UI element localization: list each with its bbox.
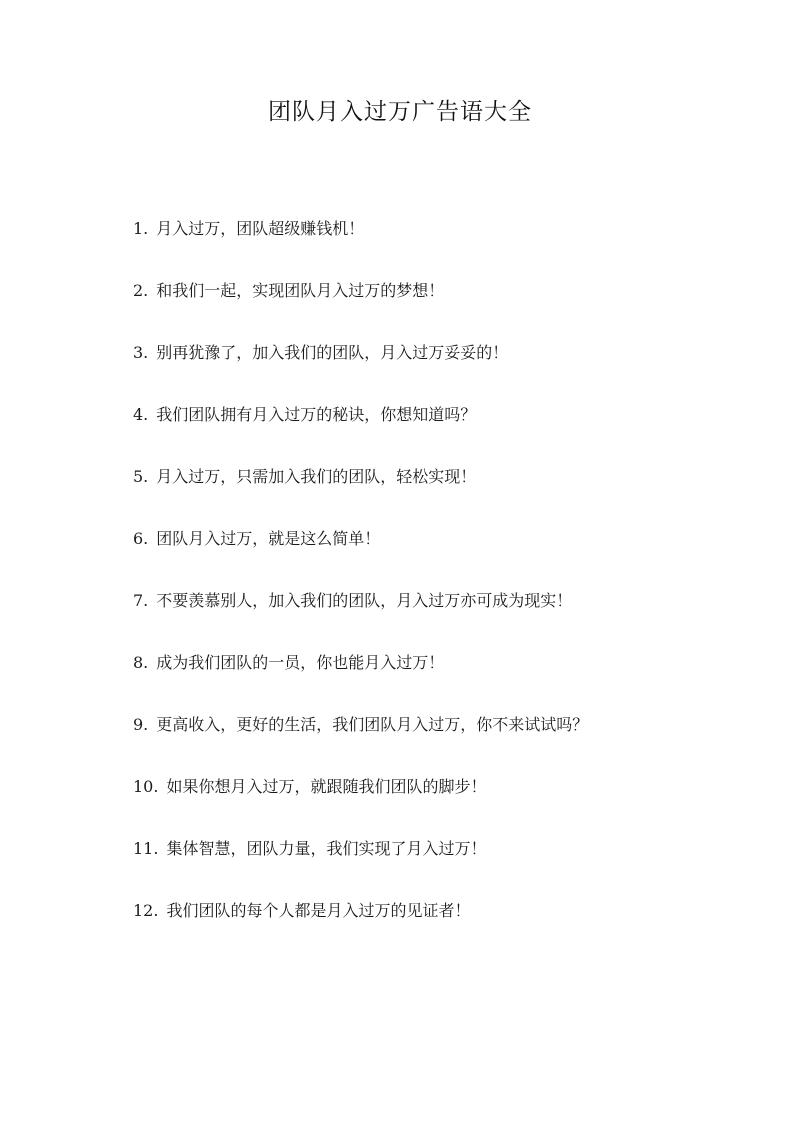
item-text: 不要羡慕别人，加入我们的团队，月入过万亦可成为现实！ xyxy=(156,591,573,610)
item-number: 12. xyxy=(133,901,159,920)
item-text: 集体智慧，团队力量，我们实现了月入过万！ xyxy=(166,839,487,858)
list-item xyxy=(133,277,753,339)
item-number: 7. xyxy=(133,591,149,610)
list-item xyxy=(133,773,753,835)
item-number: 11. xyxy=(133,839,159,858)
item-number: 10. xyxy=(133,777,159,796)
item-number: 2. xyxy=(133,281,149,300)
list-item xyxy=(133,215,753,277)
list-item xyxy=(133,339,753,401)
slogan-list xyxy=(133,215,753,959)
item-number: 3. xyxy=(133,343,149,362)
list-item xyxy=(133,649,753,711)
list-item xyxy=(133,835,753,897)
item-text: 月入过万，只需加入我们的团队，轻松实现！ xyxy=(156,467,477,486)
item-text: 团队月入过万，就是这么简单！ xyxy=(156,529,381,548)
item-text: 更高收入，更好的生活，我们团队月入过万，你不来试试吗？ xyxy=(156,715,589,734)
item-text: 如果你想月入过万，就跟随我们团队的脚步！ xyxy=(166,777,487,796)
item-number: 8. xyxy=(133,653,149,672)
item-number: 5. xyxy=(133,467,149,486)
page-title: 团队月入过万广告语大全 xyxy=(268,99,532,125)
item-text: 成为我们团队的一员，你也能月入过万！ xyxy=(156,653,445,672)
item-text: 我们团队的每个人都是月入过万的见证者！ xyxy=(166,901,471,920)
list-item xyxy=(133,525,753,587)
item-text: 月入过万，团队超级赚钱机！ xyxy=(156,219,365,238)
list-item xyxy=(133,463,753,525)
list-item xyxy=(133,897,753,959)
list-item xyxy=(133,401,753,463)
item-number: 9. xyxy=(133,715,149,734)
item-number: 6. xyxy=(133,529,149,548)
item-text: 别再犹豫了，加入我们的团队，月入过万妥妥的！ xyxy=(156,343,509,362)
list-item xyxy=(133,711,753,773)
item-number: 4. xyxy=(133,405,149,424)
item-text: 和我们一起，实现团队月入过万的梦想！ xyxy=(156,281,445,300)
list-item xyxy=(133,587,753,649)
item-number: 1. xyxy=(133,219,149,238)
item-text: 我们团队拥有月入过万的秘诀，你想知道吗？ xyxy=(156,405,477,424)
